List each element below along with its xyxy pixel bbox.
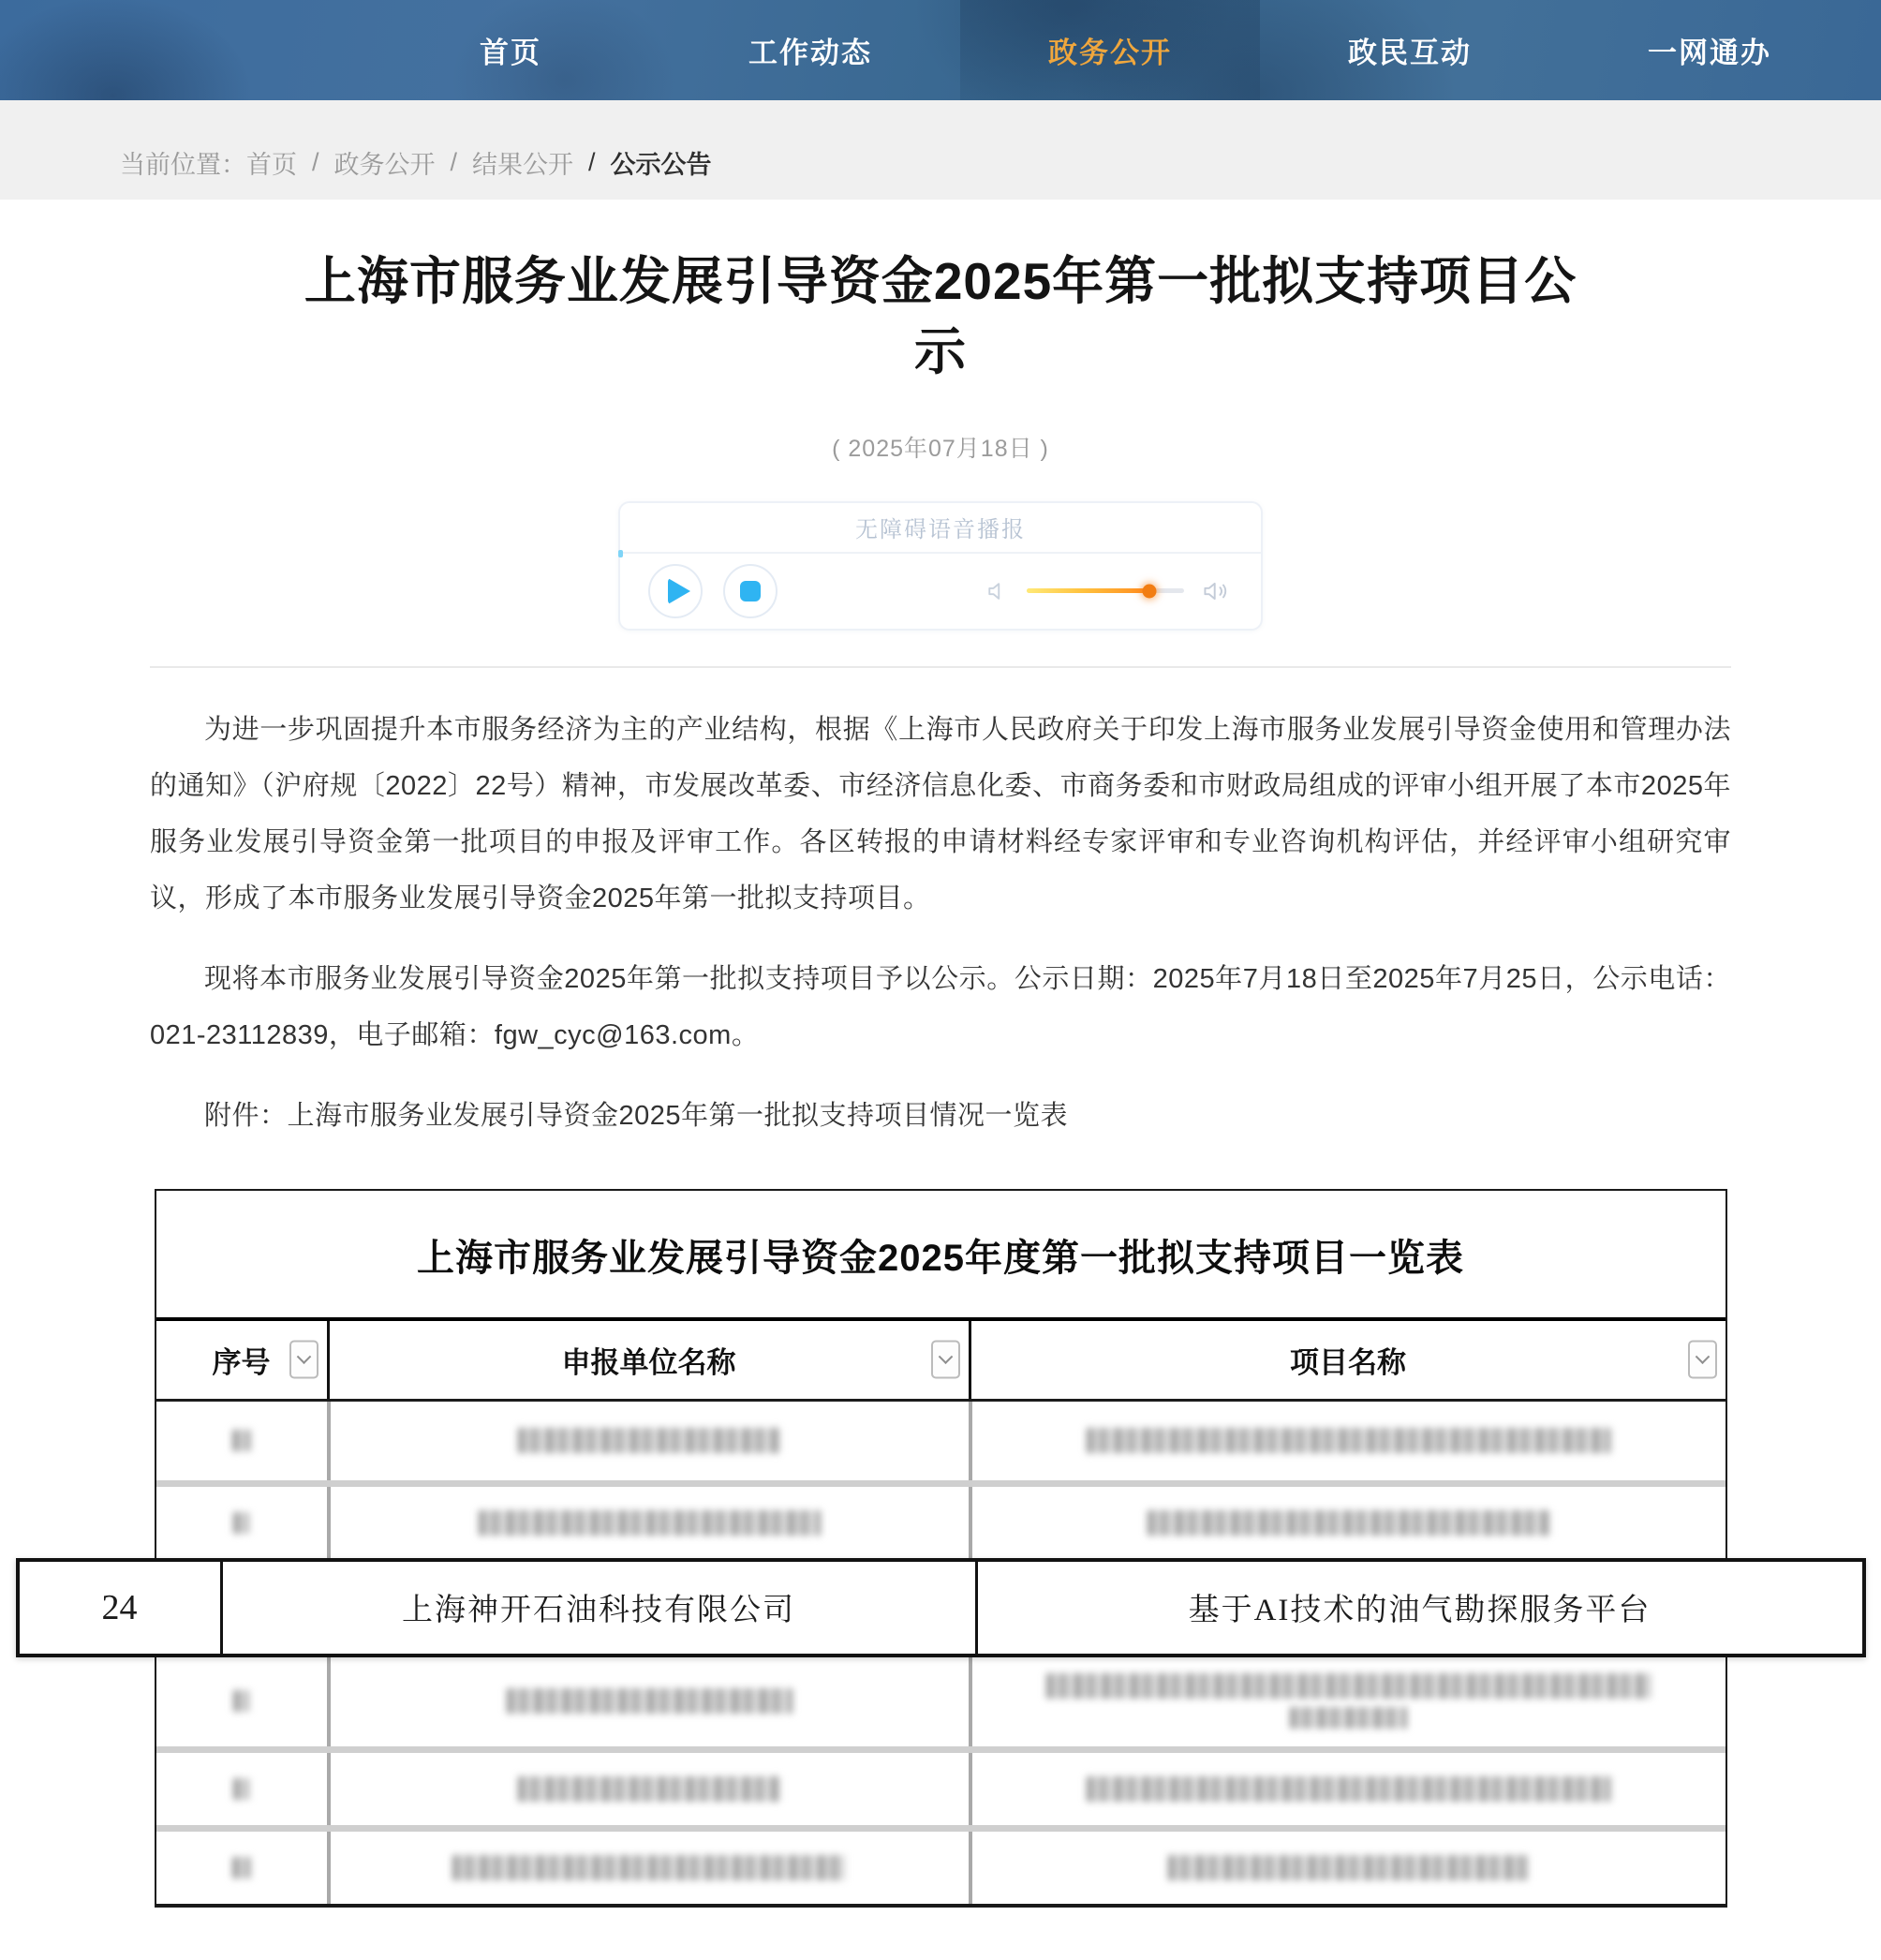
- redacted-text: [232, 1857, 251, 1878]
- column-header-label: 序号: [212, 1345, 271, 1379]
- redacted-text: [518, 1428, 780, 1453]
- column-header-company: [327, 1321, 969, 1399]
- breadcrumb-current: 公示公告: [610, 150, 712, 179]
- breadcrumb-link-home[interactable]: 首页: [246, 150, 297, 179]
- breadcrumb-separator: /: [312, 147, 319, 176]
- redacted-text: [1148, 1510, 1550, 1536]
- volume-fill: [1027, 588, 1149, 593]
- nav-item-gov-disclosure[interactable]: 政务公开: [960, 0, 1260, 100]
- row-company-name: 上海神开石油科技有限公司: [220, 1562, 975, 1654]
- column-header-no: [156, 1321, 327, 1399]
- redacted-text: [479, 1510, 821, 1536]
- redacted-text: [1168, 1855, 1529, 1880]
- breadcrumb-link-gov-disclosure[interactable]: 政务公开: [333, 150, 436, 179]
- volume-high-icon: [1199, 575, 1233, 607]
- breadcrumb-separator: /: [450, 147, 458, 176]
- audio-player: [618, 501, 1263, 631]
- nav-item-home[interactable]: 首页: [480, 37, 541, 69]
- breadcrumb-separator: /: [588, 147, 596, 176]
- redacted-text: [1087, 1776, 1611, 1802]
- nav-item-work-news[interactable]: 工作动态: [748, 37, 872, 69]
- redacted-text: [1290, 1707, 1407, 1729]
- redacted-text: [452, 1855, 846, 1880]
- redacted-text: [518, 1776, 780, 1802]
- article-body: [150, 702, 1731, 1144]
- column-header-label: 申报单位名称: [561, 1345, 736, 1379]
- row-project-name: 基于AI技术的油气勘探服务平台: [975, 1562, 1862, 1654]
- volume-low-icon: [984, 577, 1012, 605]
- redacted-text: [1046, 1673, 1651, 1699]
- row-no: 24: [101, 1587, 138, 1627]
- paragraph-intro: 为进一步巩固提升本市服务经济为主的产业结构，根据《上海市人民政府关于印发上海市服务业发展引导资金使用和管理办法的通知》（沪府规〔2022〕22号）精神，市发展改革委、市经济信息化委、市商务委和市财政局组成的评审小组开展了本市2025年服务业发展引导资金第一批项目的申报及评审工作。各区转报的申请材料经专家评审和专业咨询机构评估，并经评审小组研究审议，形成了本市服务业发展引导资金2025年第一批拟支持项目。: [150, 714, 1731, 913]
- nav-item-one-stop-service[interactable]: 一网通办: [1648, 37, 1771, 69]
- volume-thumb[interactable]: [1143, 584, 1157, 598]
- redacted-text: [507, 1688, 792, 1714]
- highlighted-table-row-24: [16, 1558, 1866, 1657]
- stop-button[interactable]: [723, 564, 778, 618]
- paragraph-attachment: 附件：上海市服务业发展引导资金2025年第一批拟支持项目情况一览表: [204, 1100, 1069, 1131]
- column-header-label: 项目名称: [1290, 1345, 1406, 1379]
- top-navbar: [0, 0, 1881, 100]
- column-filter-button[interactable]: [1688, 1341, 1717, 1379]
- page-title: 上海市服务业发展引导资金2025年第一批拟支持项目公示: [304, 252, 1577, 380]
- article-content: [101, 246, 1731, 1908]
- column-header-project: [969, 1321, 1725, 1399]
- table-row-blurred: [156, 1825, 1725, 1904]
- table-row-blurred: [156, 1480, 1725, 1559]
- redacted-text: [1087, 1428, 1611, 1453]
- column-filter-button[interactable]: [289, 1341, 318, 1379]
- publish-date: ( 2025年07月18日 ): [832, 435, 1049, 462]
- redacted-text: [233, 1778, 249, 1800]
- section-divider: [150, 666, 1731, 668]
- volume-slider[interactable]: [1027, 588, 1184, 593]
- redacted-text: [233, 1512, 249, 1534]
- table-row-blurred: [156, 1402, 1725, 1480]
- paragraph-publicity-info: 现将本市服务业发展引导资金2025年第一批拟支持项目予以公示。公示日期：2025年7月18日至2025年7月25日，公示电话：021-23112839，电子邮箱：fgw_cyc@163.com。: [150, 963, 1731, 1050]
- chevron-down-icon: [296, 1350, 311, 1365]
- breadcrumb-link-results[interactable]: 结果公开: [472, 150, 574, 179]
- nav-item-public-interaction[interactable]: 政民互动: [1348, 37, 1472, 69]
- table-row-blurred: [156, 1746, 1725, 1825]
- chevron-down-icon: [938, 1350, 953, 1365]
- table-header-row: [156, 1321, 1725, 1402]
- player-accent-tick: [618, 550, 623, 557]
- stop-icon: [740, 581, 761, 601]
- volume-control: [984, 575, 1233, 607]
- chevron-down-icon: [1695, 1350, 1710, 1365]
- redacted-text: [232, 1430, 251, 1451]
- play-button[interactable]: [648, 564, 703, 618]
- column-filter-button[interactable]: [931, 1341, 960, 1379]
- table-title: 上海市服务业发展引导资金2025年度第一批拟支持项目一览表: [156, 1191, 1725, 1321]
- play-icon: [668, 578, 690, 604]
- breadcrumb: [0, 100, 1881, 200]
- audio-player-title: 无障碍语音播报: [620, 503, 1261, 554]
- table-row-blurred: [156, 1656, 1725, 1746]
- breadcrumb-label: 当前位置：: [120, 150, 246, 179]
- project-list-table: [101, 1189, 1727, 1908]
- redacted-text: [233, 1690, 249, 1712]
